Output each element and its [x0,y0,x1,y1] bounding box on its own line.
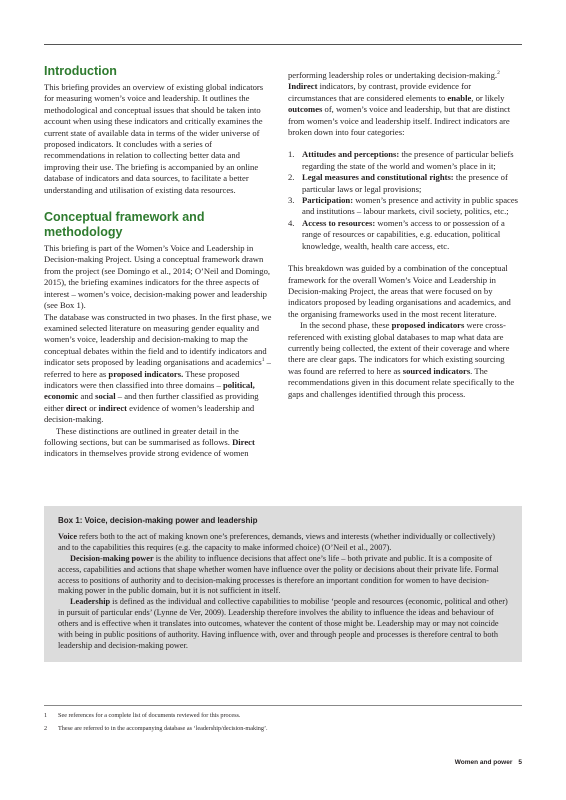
cf-paragraph-1: This briefing is part of the Women’s Voice and Leadership in Decision-making Project. Using a conceptual framework drawn from the project (see Domingo et al., 2014; O’Neil and Domingo, 2015), the briefing examines indicators for the three aspects of interest – women’s voice, decision-making power and leadership (see Box 1). [44,243,271,311]
box-paragraph-voice: Voice refers both to the act of making known one’s preferences, demands, views and interests (whether individually or collectively) and to the capabilities this requires (e.g. the capacity to make informed choice) (O’Neil et al., 2007). [58,531,496,552]
page-footer [455,759,522,766]
indirect-categories-list [288,149,518,252]
footnote-ref-1[interactable]: 1 [261,357,265,364]
right-paragraph-3: In the second phase, these proposed indicators were cross-referenced with existing global databases to map what data are currently being collected, the extent of their coverage and where there are clear gaps. The indicators for which existing sourcing was found are referred to here as sourced indicators. The recommendations given in this document relate specifically to the gaps and challenges identified through this process. [288,320,515,399]
list-item: 4. Access to resources: women’s access to or possession of a range of resources or capabilities, e.g. education, political knowledge, wealth, health care access, etc. [288,217,505,251]
conceptual-framework-heading: Conceptual framework and methodology [44,210,205,240]
right-paragraph-2: This breakdown was guided by a combination of the conceptual framework for the overall Women’s Voice and Leadership in Decision-making Project, the areas that were focused on by indicators proposed by leading organisations and academics, and the organising frameworks used in the most recent literature. [288,263,511,319]
introduction-heading: Introduction [44,64,117,78]
footnote-1: 1 See references for a complete list of documents reviewed for this process. [44,712,241,719]
list-item: 3. Participation: women’s presence and activity in public spaces and institutions – labour markets, civil society, politics, etc.; [288,195,518,217]
box-1 [44,506,522,662]
box-paragraph-leadership: Leadership is defined as the individual and collective capabilities to mobilise ‘people and resources (economic, political and other) in pursuit of particular ends’ (Lynne de Ver, 2009). Leadership therefore involves the ability to influence the ideas and behaviour of others and is effective when it translates into outcomes, whatever the content of those might be. Leadership may or may not coincide with being in public positions of authority. Having influence with, over and through people and processes is therefore central to both leadership and decision-making power. [58,597,508,650]
footnote-2: 2 These are referred to in the accompanying database as ‘leadership/decision-making’. [44,725,268,732]
top-rule [44,44,522,45]
footnote-ref-2[interactable]: 2 [497,70,500,77]
introduction-paragraph: This briefing provides an overview of existing global indicators for measuring women’s voice and leadership. It outlines the methodological and conceptual issues that should be taken into account when using these indicators and critically examines the current state of available data in terms of the wider universe of proposed indicators. It concludes with a series of recommendations in relation to collecting better data and improving their use. The briefing is accompanied by an online database of indicators and data sources, to facilitate a better understanding and utilisation of existing data resources. [44,82,264,195]
footer-title: Women and power [454,759,513,766]
box-paragraph-decision-making: Decision-making power is the ability to influence decisions that affect one’s life – both private and public. It is a composite of access, capabilities and actions that shape whether women have influence over the polity or decisions about their private life. Formal access to positions of authority and to decision-making processes is therefore an important condition for women to have decision-making power in the public domain, but it is not sufficient in itself. [58,553,499,596]
cf-paragraph-3: These distinctions are outlined in greater detail in the following sections, but can be summarised as follows. Direct indicators in themselves provide strong evidence of women [44,425,255,459]
box-title: Box 1: Voice, decision-making power and leadership [58,516,258,525]
page-number: 5 [518,759,522,766]
list-item: 2. Legal measures and constitutional rights: the presence of particular laws or legal provisions; [288,172,508,194]
footnotes [44,712,522,738]
footnote-rule [44,705,522,706]
left-column [44,64,274,460]
list-item: 1. Attitudes and perceptions: the presence of particular beliefs regarding the state of the world and women’s place in it; [288,149,514,171]
right-paragraph-1: performing leadership roles or undertaking decision-making.$^2$ Indirect indicators, by contrast, provide evidence for circumstances that are considered elements to enable, or likely outcomes of, women’s voice and leadership, but that are distinct from women’s voice and leadership itself. Indirect indicators are broken down into four categories: [288,70,511,138]
right-column [288,70,518,400]
cf-paragraph-2: The database was constructed in two phases. In the first phase, we examined selected literature on measuring gender equality and women’s voice, leadership and decision-making to map the conceptual debates within the field and to identify indicators and indicator sets proposed by leading organisations and academics$^1$ – referred to here as proposed indicators. These proposed indicators were then classified into three domains – political, economic and social – and then further classified as providing either direct or indirect evidence of women’s leadership and decision-making. [44,311,272,425]
